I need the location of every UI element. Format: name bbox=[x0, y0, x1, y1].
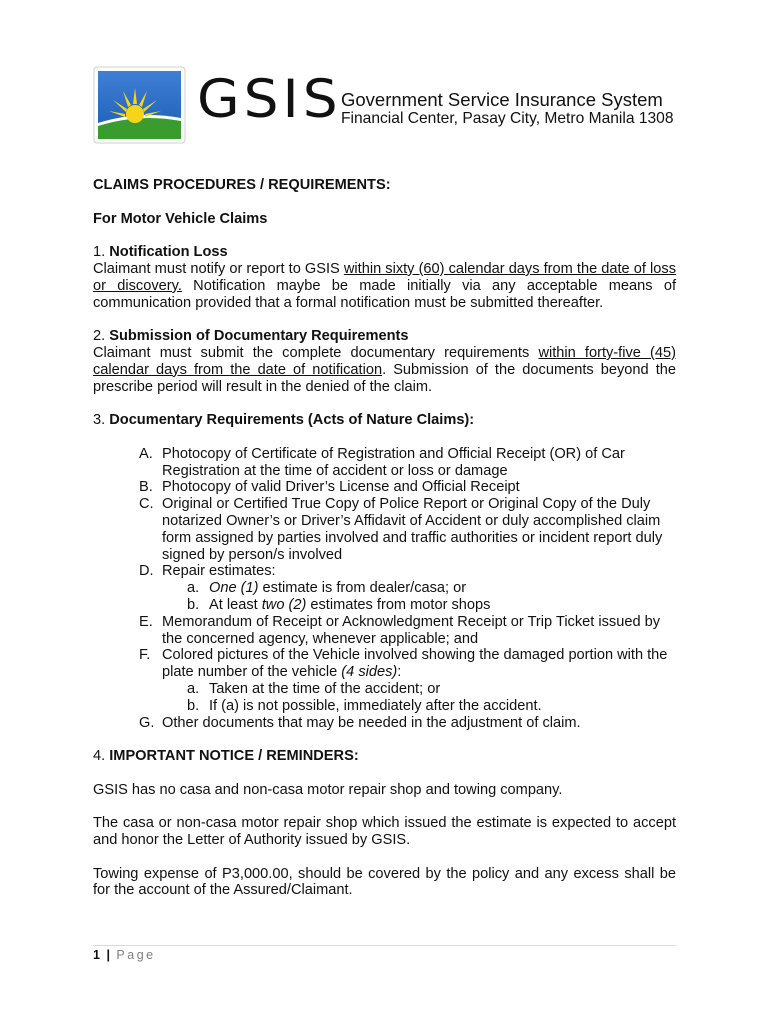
org-name: Government Service Insurance System bbox=[341, 89, 663, 110]
notice-paragraph-2: The casa or non-casa motor repair shop which issued the estimate is expected to accept and honor the Letter of Authority issued by GSIS. bbox=[93, 815, 676, 849]
list-item: D. Repair estimates: a. One (1) estimate is from dealer/casa; or b. At least two (2) estimates from motor shops bbox=[93, 563, 676, 613]
letterhead bbox=[93, 66, 693, 146]
footer-separator: | bbox=[106, 948, 110, 962]
document-subtitle: For Motor Vehicle Claims bbox=[93, 210, 268, 227]
repair-estimates-sublist bbox=[93, 580, 676, 614]
section-3-heading: 3. Documentary Requirements (Acts of Nature Claims): bbox=[93, 412, 475, 429]
page-label: Page bbox=[116, 948, 156, 962]
document-body bbox=[93, 177, 676, 899]
list-item: G. Other documents that may be needed in the adjustment of claim. bbox=[139, 714, 581, 731]
notice-paragraph-3: Towing expense of P3,000.00, should be covered by the policy and any excess shall be for the account of the Assured/Claimant. bbox=[93, 865, 676, 899]
notice-paragraph-1: GSIS has no casa and non-casa motor repair shop and towing company. bbox=[93, 781, 563, 798]
gsis-logo bbox=[93, 66, 186, 144]
org-address: Financial Center, Pasay City, Metro Manila 1308 bbox=[341, 110, 674, 127]
requirements-list bbox=[93, 446, 676, 732]
section-2-text: Claimant must submit the complete documentary requirements within forty-five (45) calendar days from the date of notification. Submission of the documents beyond the prescribe period will result in the denied of the claim. bbox=[93, 344, 676, 395]
list-item: F. Colored pictures of the Vehicle involved showing the damaged portion with the plate number of the vehicle (4 sides): a. Taken at the time of the accident; or b. If (a) is not possible, immediately after the accident. bbox=[93, 647, 676, 714]
sublist-item: b. If (a) is not possible, immediately after the accident. bbox=[187, 697, 542, 714]
footer-divider bbox=[93, 945, 676, 946]
page-footer bbox=[93, 948, 156, 962]
list-item: A. Photocopy of Certificate of Registration and Official Receipt (OR) of Car Registration at the time of accident or loss or damage bbox=[139, 445, 625, 479]
sublist-item: a. Taken at the time of the accident; or bbox=[187, 680, 441, 697]
pictures-sublist bbox=[93, 681, 676, 715]
section-1-heading: 1. Notification Loss bbox=[93, 244, 228, 261]
section-1-text: Claimant must notify or report to GSIS within sixty (60) calendar days from the date of loss or discovery. Notification maybe be made initially via any acceptable means of communication provided that a formal notification must be submitted thereafter. bbox=[93, 260, 676, 311]
section-2-heading: 2. Submission of Documentary Requirements bbox=[93, 328, 409, 345]
list-item: E. Memorandum of Receipt or Acknowledgment Receipt or Trip Ticket issued by the concerned agency, whenever applicable; and bbox=[139, 613, 661, 647]
sublist-item: b. At least two (2) estimates from motor shops bbox=[187, 596, 491, 613]
brand-wordmark: GSIS bbox=[197, 68, 342, 130]
section-4-heading: 4. IMPORTANT NOTICE / REMINDERS: bbox=[93, 748, 359, 765]
page-number: 1 bbox=[93, 948, 100, 962]
list-item: B. Photocopy of valid Driver’s License and Official Receipt bbox=[139, 479, 520, 496]
document-title: CLAIMS PROCEDURES / REQUIREMENTS: bbox=[93, 177, 391, 193]
list-item: C. Original or Certified True Copy of Police Report or Original Copy of the Duly notarized Owner’s or Driver’s Affidavit of Accident or duly accomplished claim form assigned by parties involved and traffic authorities or incident report duly signed by person/s involved bbox=[139, 496, 663, 563]
sublist-item: a. One (1) estimate is from dealer/casa; or bbox=[187, 580, 467, 597]
